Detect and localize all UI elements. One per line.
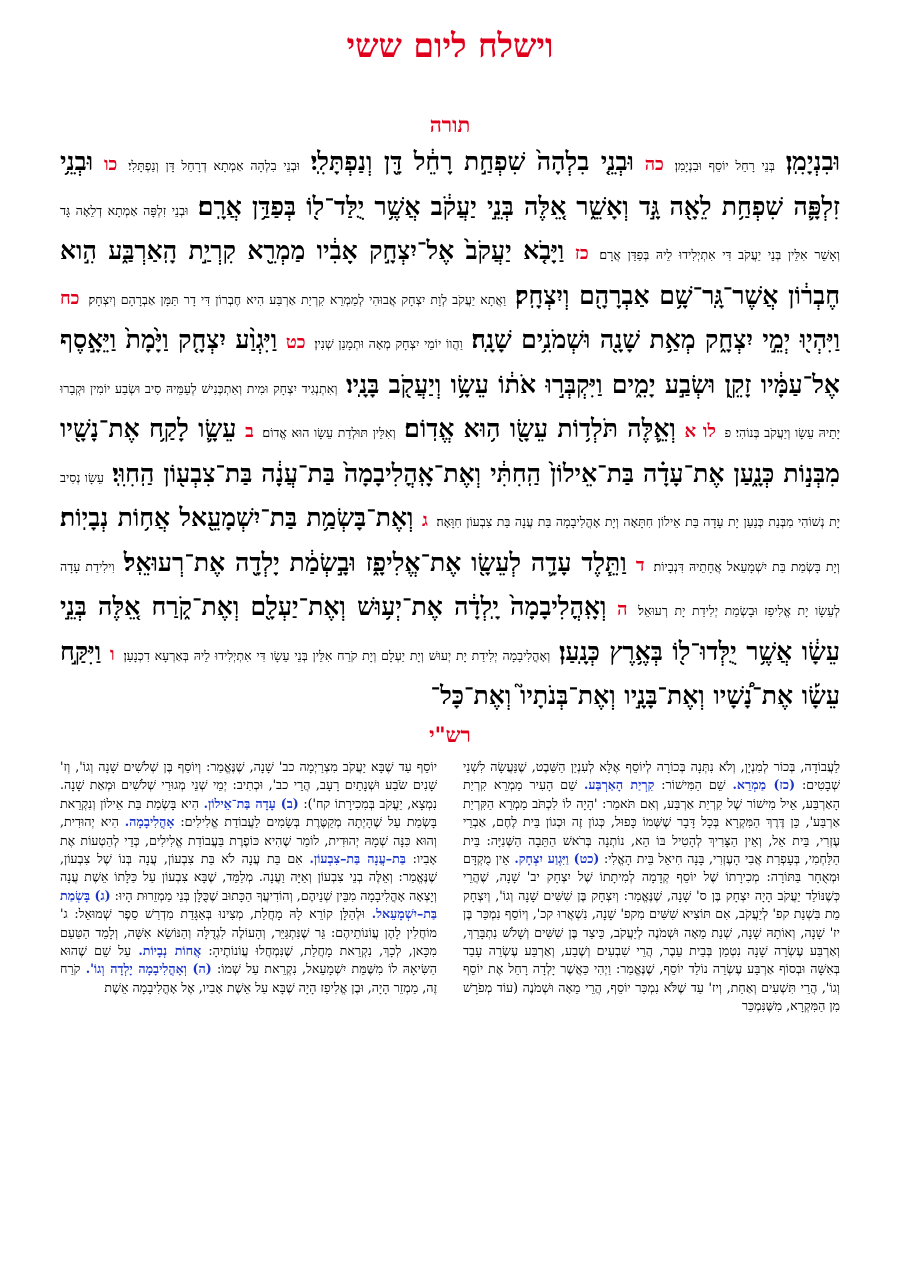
torah-verse-text: וּבִנְיָמִֽן׃ — [785, 147, 841, 176]
rashi-heading: רש"י — [429, 722, 471, 747]
verse-number: כח — [60, 287, 80, 309]
torah-verse-text: וְאָֽהֳלִיבָמָה֙ יָֽלְדָ֔ה אֶת־יְע֥וּשׁ וְאֶת־יַעְלָ֖ם וְאֶת־קֹ֑רַח אֵ֚לֶּה בְּנֵ֣י עֵשָׂ֔ו אֲשֶׁ֥ר יֻלְּדוּ־ל֖וֹ בְּאֶ֥רֶץ כְּנָֽעַן׃ — [60, 592, 840, 666]
onkelos-translation: וְאָהֳלִיבָמָה יְלִידַת יָת יְעוּשׁ וְיָת יַעְלָם וְיָת קֹרַח אִלֵּין בְּנֵי עֵשָׂו דִּי אִתְיְלִידוּ לֵיהּ בְּאַרְעָא דִכְנָעַן׃ — [123, 647, 551, 663]
rashi-dibur-hamatchil: (כז) מַמְרֵא. — [732, 777, 796, 793]
onkelos-translation: וִילִידַת עָדָה לְעֵשָׂו יָת אֱלִיפַז וּבָשְׂמַת יְלִידַת יָת רְעוּאֵל׃ — [60, 558, 840, 618]
rashi-comment: יוֹסֵף עַד שֶׁבָּא יַעֲקֹב מִצְרַיְמָה כב' שָׁנָה, שֶׁנֶּאֱמַר: וְיוֹסֵף בֶּן שְׁלֹשִׁים שָׁנָה וְגוֹ', וְז' שָׁנִים שֹׂבַע וּשְׁנָתַיִם רָעָב, הֲרֵי כב', וּכְתִיב: יְמֵי שְׁנֵי מְגוּרַי שְׁלֹשִׁים וּמְאַת שָׁנָה. נִמְצָא, יַעֲקֹב בְּמִכִירָתוֹ קח'): — [60, 759, 437, 811]
verse-number: ב — [245, 421, 254, 442]
onkelos-translation: בְּנֵי רָחֵל יוֹסֵף וּבִנְיָמִן׃ — [674, 158, 775, 173]
rashi-dibur-hamatchil: אָהֳלִיבָמָה. — [124, 814, 175, 830]
rashi-comment: הִיא יְהוּדִית, וְהוּא כִּנָּה שְׁמָהּ יְהוּדִית, לוֹמַר שֶׁהִיא כּוֹפֶרֶת בַּעֲבוֹדַת אֱלִילִים, כְּדֵי לְהַטְעוֹת אֶת אָבִיו: — [60, 814, 437, 867]
onkelos-translation: וְאִתְנְגִיד יִצְחָק וּמִית וְאִתְכְּנִישׁ לְעַמֵּיהּ סִיב וּשְׂבַע יוֹמִין וּקְבַרוּ יָתֵיהּ עֵשָׂו וְיַעֲקֹב בְּנוֹהִי׃ פ — [60, 380, 841, 440]
torah-verse-text: וַתֵּ֧לֶד עָדָ֛ה לְעֵשָׂ֖ו אֶת־אֱלִיפָ֑ז וּבָ֣שְׂמַ֔ת יָלְדָ֖ה אֶת־רְעוּאֵֽל׃ — [123, 547, 627, 577]
verse-number: לו א — [684, 421, 716, 442]
onkelos-translation: וּבְנֵי זִלְפָּה אַמְתָא דְלֵאָה גָּד וְאָשֵׁר אִלֵּין בְּנֵי יַעֲקֹב דִּי אִתְיְלִידוּ לֵיהּ בְּפַדַּן אֲרָם׃ — [60, 202, 841, 262]
onkelos-translation: וַהֲווֹ יוֹמֵי יִצְחָק מְאָה וּתְמָנַן שְׁנִין׃ — [314, 336, 463, 351]
onkelos-translation: וְיָת בָּשְׂמַת בַּת יִשְׁמָעֵאל אֲחָתֵיהּ דִּנְבָיוֹת׃ — [653, 558, 840, 574]
onkelos-translation: עֵשָׂו נְסִיב יָת נְשׁוֹהִי מִבְּנַת כְּנַעַן יָת עָדָה בַּת אֵילוֹן חִתָּאָה וְיָת אָהֳלִיבָמָה בַּת עֲנָה בַּת צִבְעוֹן חִוָּאָה׃ — [60, 469, 840, 529]
rashi-dibur-hamatchil: אֲחוֹת נְבָיוֹת. — [138, 943, 202, 959]
torah-verse-text: וּבְנֵ֥י זִלְפָּ֛ה שִׁפְחַ֥ת לֵאָ֖ה גָּ֣ד וְאָשֵׁ֑ר אֵ֚לֶּה בְּנֵ֣י יַעֲקֹ֔ב אֲשֶׁ֥ר יֻלַּד־ל֖וֹ בְּפַדַּ֥ן אֲרָֽם׃ — [60, 147, 840, 221]
rashi-comment: וּלְהַלָּן קוֹרֵא לָהּ מָחֲלַת, מְצִינוּ בְּאַגָּדַת מִדְרַשׁ סֵפֶר שְׁמוּאֵל: ג' מוֹחֲלִין לָהֶן עֲוֹנוֹתֵיהֶם: גֵּר שֶׁנִּתְגַּיֵּר, וְהָעוֹלֶה לִגְדֻלָּה וְהַנּוֹשֵׂא אִשָּׁה, וְלָמֵד הַטַּעַם מִכָּאן, לְכָךְ, נִקְרֵאת מָחֲלַת, שֶׁנִּמְחֲלוּ עֲוֹנוֹתֶיהָ: — [60, 906, 437, 959]
onkelos-translation: וַאֲתָא יַעֲקֹב לְוָת יִצְחָק אֲבוּהִי לְמַמְרֵא קִרְיַת אַרְבַּע הִיא חֶבְרוֹן דִּי דָר תַּמָּן אַבְרָהָם וְיִצְחָק׃ — [88, 291, 507, 307]
torah-verse-text: וַיָּבֹ֤א יַעֲקֹב֙ אֶל־יִצְחָ֣ק אָבִ֔יו מַמְרֵ֖א קִרְיַ֣ת הָֽאַרְבַּ֑ע הִ֣וא חֶבְר֔וֹן אֲשֶׁר־גָּֽר־שָׁ֥ם אַבְרָהָ֖ם וְיִצְחָֽק׃ — [60, 236, 840, 310]
rashi-comment: אִם בַּת עֲנָה לֹא בַּת צִבְעוֹן, עֲנָה בְּנוֹ שֶׁל צִבְעוֹן, שֶׁנֶּאֱמַר: וְאֵלֶּה בְנֵי צִבְעוֹן וְאַיָּה וַעֲנָה. מְלַמֵּד, שֶׁבָּא צִבְעוֹן עַל כַּלָּתוֹ אֵשֶׁת עֲנָה וְיָצְאָה אָהֳלִיבָמָה מִבֵּין שְׁנֵיהֶם, וְהוֹדִיעֲךָ הַכָּתוּב שֶׁכֻּלָּן בְּנֵי מַמְזֵרוּת הָיוּ: — [60, 851, 437, 903]
rashi-comment: אֵין מֻקְדָּם וּמְאֻחָר בַּתּוֹרָה: מְכִירָתוֹ שֶׁל יוֹסֵף קְדָמָה לְמִיתָתוֹ שֶׁל יִצְחָק יב' שָׁנָה, שֶׁהֲרֵי כְּשֶׁנּוֹלַד יַעֲקֹב הָיָה יִצְחָק בֶּן ס' שָׁנָה, שֶׁנֶּאֱמַר: וְיִצְחָק בֶּן שִׁשִּׁים שָׁנָה וְגוֹ', וְיִצְחָק מֵת בִּשְׁנַת קפ' לְיַעֲקֹב, אִם תּוֹצִיא שִׁשִּׁים מִקפ' שָׁנָה, נִשְׁאֲרוּ קכ', וְיוֹסֵף נִמְכַּר בֶּן יז' שָׁנָה, וְאוֹתָהּ שָׁנָה, שְׁנַת מֵאָה וּשְׁמֹנֶה לְיַעֲקֹב, כֵּיצַד בֶּן שִׁשִּׁים וְשָׁלֹשׁ נִתְבָּרֵךְ, וְאַרְבַּע עֶשְׂרֵה שָׁנָה נִטְמַן בְּבֵית עֵבֶר, הֲרֵי שִׁבְעִים וְשֶׁבַע, וְאַרְבַּע עֶשְׂרֵה עָבַד בְּאִשָּׁה וּבְסוֹף אַרְבַּע עֶשְׂרֵה נוֹלַד יוֹסֵף, שֶׁנֶּאֱמַר: וַיְהִי כַּאֲשֶׁר יָלְדָה רָחֵל אֶת יוֹסֵף וְגוֹ', הֲרֵי תִּשְׁעִים וְאַחַת, וְיז' עַד שֶׁלֹּא נִמְכַּר יוֹסֵף, הֲרֵי מֵאָה וּשְׁמֹנֶה (עוֹד מְפֹרָשׁ מִן הַמִּקְרָא, מִשֶּׁנִּמְכַּר — [463, 851, 840, 1014]
torah-verse-text: עֵשָׂ֛ו לָקַ֥ח אֶת־נָשָׁ֖יו מִבְּנ֣וֹת כְּנָ֑עַן אֶת־עָדָ֗ה בַּת־אֵילוֹן֙ הַֽחִתִּ֔י וְאֶת־אָֽהֳלִיבָמָה֙ בַּת־עֲנָ֔ה בַּת־צִבְע֖וֹן הַֽחִוִּֽי׃ — [60, 414, 840, 488]
rashi-comment: קֹרַח זֶה, מַמְזֵר הָיָה, וּבֶן אֱלִיפַז הָיָה שֶׁבָּא עַל אֵשֶׁת אָבִיו, אֶל אָהֳלִיבָמָה אֵשֶׁת — [60, 961, 437, 995]
torah-verse-text: וַיִּהְי֖וּ יְמֵ֣י יִצְחָ֑ק מְאַ֥ת שָׁנָ֖ה וּשְׁמֹנִ֥ים שָׁנָֽה׃ — [471, 325, 840, 354]
onkelos-translation: וְאִלֵּין תּוּלְדַת עֵשָׂו הוּא אֱדוֹם׃ — [262, 425, 396, 440]
rashi-column-right — [463, 758, 840, 1242]
torah-verse-text: וְאֵ֛לֶּה תֹּלְד֥וֹת עֵשָׂ֖ו ה֥וּא אֱדֽוֹם׃ — [404, 414, 676, 443]
verse-number: כט — [285, 332, 306, 353]
torah-verse-text: וּבְנֵ֤י בִלְהָה֙ שִׁפְחַ֣ת רָחֵ֔ל דָּ֖ן וְנַפְתָּלִֽי׃ — [310, 147, 634, 176]
verse-number: כז — [574, 243, 589, 264]
rashi-dibur-hamatchil: (ג) בָּשְׂמַת בַּת–יִשְׁמָעֵאל. — [60, 887, 437, 922]
rashi-dibur-hamatchil: קִרְיַת הָאַרְבַּע. — [584, 777, 655, 793]
verse-number: ה — [617, 599, 628, 620]
verse-number: ג — [422, 510, 428, 531]
verse-number: ד — [635, 554, 645, 576]
rashi-dibur-hamatchil: (כט) וַיִּגְוַע יִצְחָק. — [514, 851, 600, 867]
verse-number: ו — [109, 643, 115, 665]
rashi-dibur-hamatchil: (ב) עָדָה בַּת־אֵילוֹן. — [203, 795, 299, 811]
torah-verse-text: וְאֶת־בָּשְׂמַ֥ת בַּת־יִשְׁמָעֵ֖אל אֲח֥וֹת נְבָיֽוֹת׃ — [60, 503, 414, 532]
torah-heading: תורה — [429, 112, 471, 137]
rashi-comment: שֵׁם הָעִיר מַמְרֵא קִרְיַת הָאַרְבַּע, אֵיל מִישׁוֹר שֶׁל קִרְיַת אַרְבַּע, וְאִם תֹּאמַר: 'הָיָה לוֹ לִכְתֹּב מַמְרֵא הַקִּרְיַת אַרְבַּע', כֵּן דֶּרֶךְ הַמִּקְרָא בְּכָל דָּבָר שֶׁשְּׁמוֹ כָּפוּל, כְּגוֹן זֶה וּכְגוֹן בֵּית לֶחֶם, אַבְרֵי עֶזְרִי, בֵּית אֵל, וְאֵין הַצָּרִיךְ לְהָטִיל בּוֹ הֵא, נוֹתְנָה בְּרֹאשׁ הַתֵּבָה הַשְּׁנִיָּה: בֵּית הַלַּחְמִי, בְּעָפְרַת אֲבִי הָעֶזְרִי, בָּנָה חִיאֵל בֵּית הָאֱלִי: — [463, 777, 840, 867]
rashi-dibur-hamatchil: בַּת–עֲנָה בַּת–צִבְעוֹן. — [309, 851, 406, 867]
onkelos-translation: וּבְנֵי בִלְהָה אַמְתָא דְרָחֵל דָּן וְנַפְתָּלִי׃ — [128, 158, 300, 173]
page-title: וישלח ליום ששי — [346, 26, 554, 65]
rashi-comment: הִיא בָּשְׂמַת בַּת אֵילוֹן וְנִקְרֵאת בָּשְׂמַת עַל שֶׁהָיְתָה מְקַטֶּרֶת בְּשָׂמִים לַעֲבוֹדַת אֱלִילִים: — [60, 795, 437, 830]
rashi-comment: שֵׁם הַמִּישׁוֹר: — [661, 777, 726, 793]
rashi-column-left — [60, 758, 437, 1242]
rashi-commentary — [60, 758, 840, 1242]
torah-verse-text: וַיִּקַּ֣ח עֵשָׂ֡ו אֶת־נָ֠שָׁיו וְאֶת־בָּנָ֣יו וְאֶת־בְּנֹתָיו֮ וְאֶת־כָּל־ — [60, 636, 840, 710]
rashi-comment: עַל שֵׁם שֶׁהוּא הַשִּׂיאָהּ לוֹ מִשֶּׁמֵּת יִשְׁמָעֵאל, נִקְרֵאת עַל שְׁמוֹ: — [60, 943, 437, 977]
verse-number: כה — [644, 154, 664, 175]
verse-number: כו — [103, 154, 118, 175]
torah-text — [60, 142, 840, 718]
rashi-dibur-hamatchil: (ה) וְאָהֳלִיבָמָה יָלְדָה וְגוֹ'. — [85, 961, 212, 977]
torah-verse-text: וַיִּגְוַ֨ע יִצְחָ֤ק וַיָּ֙מָת֙ וַיֵּאָ֣סֶף אֶל־עַמָּ֔יו זָקֵ֖ן וּשְׂבַ֣ע יָמִ֑ים וַיִּקְבְּר֣וּ אֹת֔וֹ עֵשָׂ֥ו וְיַעֲקֹ֖ב בָּנָֽיו׃ — [60, 325, 840, 399]
rashi-comment: לַעֲבוֹדָה, בְּכוֹר לְמִנְיָן, וְלֹא נִתְּנָה בְּכוֹרָה לְיוֹסֵף אֶלָּא לְעִנְיַן הַשֵּׁבֶט, שֶׁנַּעֲשָׂה לִשְׁנֵי שְׁבָטִים: — [463, 759, 840, 793]
